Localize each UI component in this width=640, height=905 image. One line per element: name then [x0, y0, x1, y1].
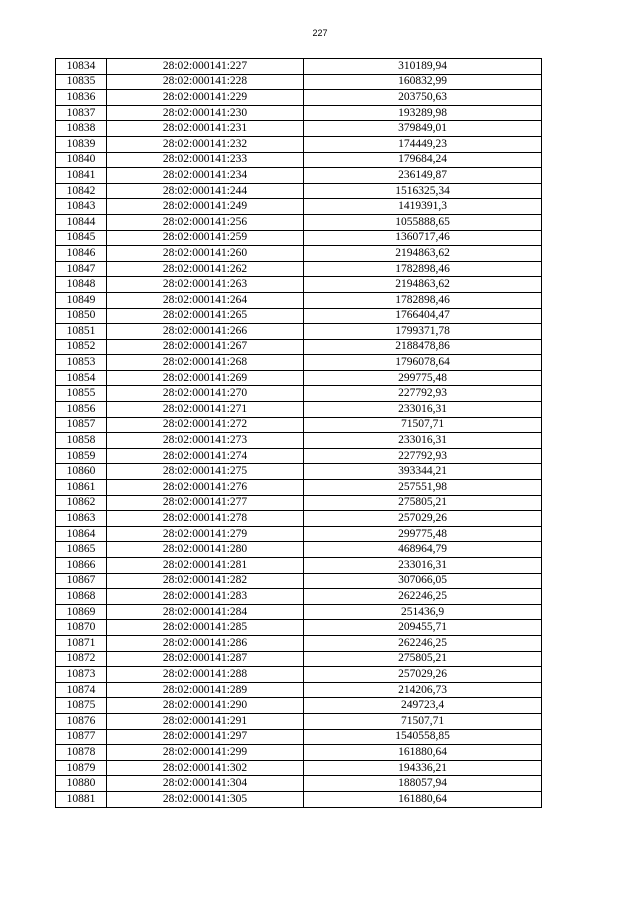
table-row: [56, 589, 542, 605]
table-row: [56, 214, 542, 230]
row-number-cell: 10880: [56, 776, 107, 792]
table-row: [56, 713, 542, 729]
value-cell: 2194863,62: [304, 277, 542, 293]
value-cell: 161880,64: [304, 745, 542, 761]
row-number-cell: 10873: [56, 667, 107, 683]
row-number-cell: 10847: [56, 261, 107, 277]
table-row: [56, 74, 542, 90]
value-cell: 307066,05: [304, 573, 542, 589]
value-cell: 227792,93: [304, 448, 542, 464]
cadastral-number-cell: 28:02:000141:289: [107, 682, 304, 698]
row-number-cell: 10837: [56, 105, 107, 121]
value-cell: 1055888,65: [304, 214, 542, 230]
cadastral-number-cell: 28:02:000141:256: [107, 214, 304, 230]
row-number-cell: 10840: [56, 152, 107, 168]
cadastral-number-cell: 28:02:000141:270: [107, 386, 304, 402]
cadastral-number-cell: 28:02:000141:283: [107, 589, 304, 605]
value-cell: 236149,87: [304, 168, 542, 184]
table-row: [56, 620, 542, 636]
row-number-cell: 10874: [56, 682, 107, 698]
value-cell: 71507,71: [304, 417, 542, 433]
value-cell: 2194863,62: [304, 246, 542, 262]
cadastral-number-cell: 28:02:000141:230: [107, 105, 304, 121]
cadastral-number-cell: 28:02:000141:278: [107, 511, 304, 527]
row-number-cell: 10848: [56, 277, 107, 293]
table-row: [56, 168, 542, 184]
value-cell: 299775,48: [304, 526, 542, 542]
value-cell: 310189,94: [304, 59, 542, 75]
table-row: [56, 152, 542, 168]
cadastral-number-cell: 28:02:000141:274: [107, 448, 304, 464]
value-cell: 179684,24: [304, 152, 542, 168]
row-number-cell: 10855: [56, 386, 107, 402]
cadastral-number-cell: 28:02:000141:269: [107, 370, 304, 386]
cadastral-number-cell: 28:02:000141:229: [107, 90, 304, 106]
row-number-cell: 10852: [56, 339, 107, 355]
table-row: [56, 90, 542, 106]
table-row: [56, 355, 542, 371]
cadastral-number-cell: 28:02:000141:275: [107, 464, 304, 480]
value-cell: 393344,21: [304, 464, 542, 480]
row-number-cell: 10838: [56, 121, 107, 137]
row-number-cell: 10853: [56, 355, 107, 371]
table-row: [56, 183, 542, 199]
table-row: [56, 324, 542, 340]
value-cell: 188057,94: [304, 776, 542, 792]
row-number-cell: 10870: [56, 620, 107, 636]
table-row: [56, 464, 542, 480]
row-number-cell: 10864: [56, 526, 107, 542]
cadastral-number-cell: 28:02:000141:279: [107, 526, 304, 542]
page-number: 227: [312, 28, 328, 38]
value-cell: 275805,21: [304, 651, 542, 667]
row-number-cell: 10835: [56, 74, 107, 90]
row-number-cell: 10846: [56, 246, 107, 262]
cadastral-number-cell: 28:02:000141:284: [107, 604, 304, 620]
table-row: [56, 370, 542, 386]
row-number-cell: 10877: [56, 729, 107, 745]
row-number-cell: 10868: [56, 589, 107, 605]
table-row: [56, 230, 542, 246]
row-number-cell: 10860: [56, 464, 107, 480]
table-row: [56, 277, 542, 293]
table-row: [56, 59, 542, 75]
cadastral-number-cell: 28:02:000141:262: [107, 261, 304, 277]
table-row: [56, 417, 542, 433]
table-row: [56, 635, 542, 651]
table-row: [56, 308, 542, 324]
value-cell: 233016,31: [304, 402, 542, 418]
table-row: [56, 760, 542, 776]
row-number-cell: 10871: [56, 635, 107, 651]
cadastral-number-cell: 28:02:000141:285: [107, 620, 304, 636]
row-number-cell: 10866: [56, 558, 107, 574]
cadastral-number-cell: 28:02:000141:272: [107, 417, 304, 433]
value-cell: 1782898,46: [304, 261, 542, 277]
table-row: [56, 651, 542, 667]
table-row: [56, 480, 542, 496]
table-row: [56, 433, 542, 449]
row-number-cell: 10863: [56, 511, 107, 527]
value-cell: 468964,79: [304, 542, 542, 558]
value-cell: 174449,23: [304, 136, 542, 152]
table-row: [56, 339, 542, 355]
table-row: [56, 511, 542, 527]
cadastral-number-cell: 28:02:000141:266: [107, 324, 304, 340]
value-cell: 193289,98: [304, 105, 542, 121]
value-cell: 1796078,64: [304, 355, 542, 371]
row-number-cell: 10856: [56, 402, 107, 418]
value-cell: 1360717,46: [304, 230, 542, 246]
value-cell: 299775,48: [304, 370, 542, 386]
cadastral-number-cell: 28:02:000141:281: [107, 558, 304, 574]
cadastral-number-cell: 28:02:000141:287: [107, 651, 304, 667]
value-cell: 257029,26: [304, 667, 542, 683]
row-number-cell: 10842: [56, 183, 107, 199]
cadastral-number-cell: 28:02:000141:282: [107, 573, 304, 589]
value-cell: 214206,73: [304, 682, 542, 698]
value-cell: 2188478,86: [304, 339, 542, 355]
row-number-cell: 10844: [56, 214, 107, 230]
cadastral-number-cell: 28:02:000141:304: [107, 776, 304, 792]
row-number-cell: 10861: [56, 480, 107, 496]
row-number-cell: 10865: [56, 542, 107, 558]
cadastral-number-cell: 28:02:000141:268: [107, 355, 304, 371]
row-number-cell: 10879: [56, 760, 107, 776]
table-row: [56, 121, 542, 137]
value-cell: 227792,93: [304, 386, 542, 402]
row-number-cell: 10867: [56, 573, 107, 589]
cadastral-number-cell: 28:02:000141:280: [107, 542, 304, 558]
cadastral-number-cell: 28:02:000141:264: [107, 292, 304, 308]
value-cell: 233016,31: [304, 558, 542, 574]
table-row: [56, 386, 542, 402]
table-row: [56, 573, 542, 589]
registry-table: [55, 58, 542, 808]
value-cell: 1516325,34: [304, 183, 542, 199]
cadastral-number-cell: 28:02:000141:273: [107, 433, 304, 449]
row-number-cell: 10872: [56, 651, 107, 667]
row-number-cell: 10843: [56, 199, 107, 215]
value-cell: 161880,64: [304, 791, 542, 807]
value-cell: 262246,25: [304, 589, 542, 605]
cadastral-number-cell: 28:02:000141:286: [107, 635, 304, 651]
row-number-cell: 10849: [56, 292, 107, 308]
table-row: [56, 729, 542, 745]
row-number-cell: 10869: [56, 604, 107, 620]
row-number-cell: 10841: [56, 168, 107, 184]
table-row: [56, 136, 542, 152]
cadastral-number-cell: 28:02:000141:271: [107, 402, 304, 418]
cadastral-number-cell: 28:02:000141:276: [107, 480, 304, 496]
value-cell: 262246,25: [304, 635, 542, 651]
row-number-cell: 10875: [56, 698, 107, 714]
row-number-cell: 10836: [56, 90, 107, 106]
value-cell: 379849,01: [304, 121, 542, 137]
table-row: [56, 791, 542, 807]
value-cell: 257551,98: [304, 480, 542, 496]
cadastral-number-cell: 28:02:000141:233: [107, 152, 304, 168]
value-cell: 249723,4: [304, 698, 542, 714]
row-number-cell: 10862: [56, 495, 107, 511]
row-number-cell: 10876: [56, 713, 107, 729]
cadastral-number-cell: 28:02:000141:302: [107, 760, 304, 776]
table-row: [56, 246, 542, 262]
row-number-cell: 10858: [56, 433, 107, 449]
table-row: [56, 199, 542, 215]
cadastral-number-cell: 28:02:000141:265: [107, 308, 304, 324]
row-number-cell: 10839: [56, 136, 107, 152]
cadastral-number-cell: 28:02:000141:232: [107, 136, 304, 152]
cadastral-number-cell: 28:02:000141:305: [107, 791, 304, 807]
cadastral-number-cell: 28:02:000141:263: [107, 277, 304, 293]
value-cell: 160832,99: [304, 74, 542, 90]
cadastral-number-cell: 28:02:000141:244: [107, 183, 304, 199]
cadastral-number-cell: 28:02:000141:259: [107, 230, 304, 246]
row-number-cell: 10878: [56, 745, 107, 761]
value-cell: 233016,31: [304, 433, 542, 449]
table-row: [56, 776, 542, 792]
table-row: [56, 558, 542, 574]
value-cell: 1540558,85: [304, 729, 542, 745]
row-number-cell: 10857: [56, 417, 107, 433]
table-row: [56, 698, 542, 714]
cadastral-number-cell: 28:02:000141:288: [107, 667, 304, 683]
cadastral-number-cell: 28:02:000141:267: [107, 339, 304, 355]
value-cell: 203750,63: [304, 90, 542, 106]
table-row: [56, 745, 542, 761]
cadastral-number-cell: 28:02:000141:228: [107, 74, 304, 90]
value-cell: 275805,21: [304, 495, 542, 511]
value-cell: 1766404,47: [304, 308, 542, 324]
cadastral-number-cell: 28:02:000141:234: [107, 168, 304, 184]
value-cell: 1782898,46: [304, 292, 542, 308]
row-number-cell: 10851: [56, 324, 107, 340]
row-number-cell: 10859: [56, 448, 107, 464]
table-row: [56, 402, 542, 418]
value-cell: 209455,71: [304, 620, 542, 636]
table-row: [56, 105, 542, 121]
table-row: [56, 292, 542, 308]
table-row: [56, 604, 542, 620]
registry-table-body: [56, 59, 542, 808]
table-row: [56, 542, 542, 558]
table-row: [56, 261, 542, 277]
row-number-cell: 10854: [56, 370, 107, 386]
cadastral-number-cell: 28:02:000141:277: [107, 495, 304, 511]
cadastral-number-cell: 28:02:000141:291: [107, 713, 304, 729]
cadastral-number-cell: 28:02:000141:297: [107, 729, 304, 745]
row-number-cell: 10834: [56, 59, 107, 75]
table-row: [56, 495, 542, 511]
cadastral-number-cell: 28:02:000141:299: [107, 745, 304, 761]
value-cell: 257029,26: [304, 511, 542, 527]
table-row: [56, 682, 542, 698]
table-row: [56, 448, 542, 464]
value-cell: 251436,9: [304, 604, 542, 620]
value-cell: 1799371,78: [304, 324, 542, 340]
cadastral-number-cell: 28:02:000141:227: [107, 59, 304, 75]
row-number-cell: 10845: [56, 230, 107, 246]
table-row: [56, 526, 542, 542]
table-row: [56, 667, 542, 683]
cadastral-number-cell: 28:02:000141:290: [107, 698, 304, 714]
row-number-cell: 10881: [56, 791, 107, 807]
row-number-cell: 10850: [56, 308, 107, 324]
cadastral-number-cell: 28:02:000141:260: [107, 246, 304, 262]
cadastral-number-cell: 28:02:000141:231: [107, 121, 304, 137]
cadastral-number-cell: 28:02:000141:249: [107, 199, 304, 215]
value-cell: 71507,71: [304, 713, 542, 729]
value-cell: 1419391,3: [304, 199, 542, 215]
value-cell: 194336,21: [304, 760, 542, 776]
